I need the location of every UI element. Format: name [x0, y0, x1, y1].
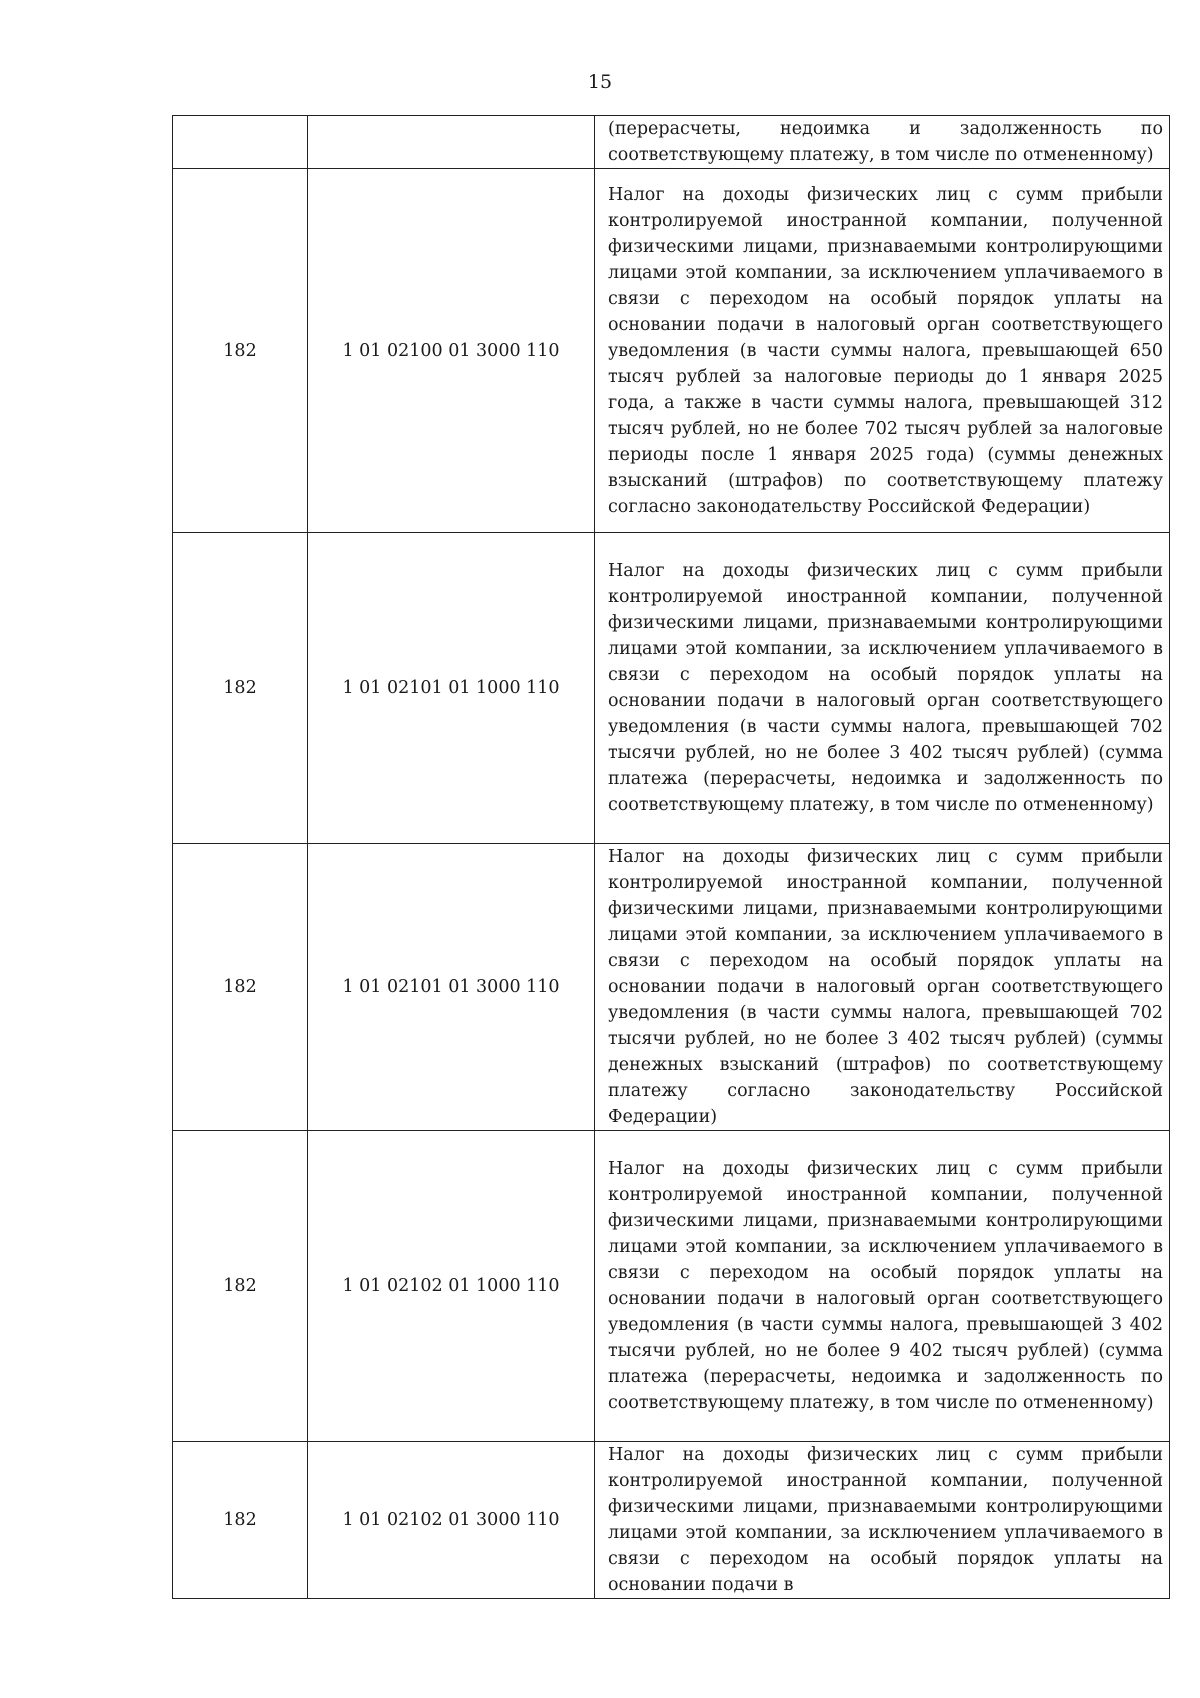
admin-code-cell: 182 — [173, 533, 308, 844]
budget-code-cell: 1 01 02100 01 3000 110 — [308, 169, 595, 533]
description-cell: Налог на доходы физических лиц с сумм прибыли контролируемой иностранной компании, полученной физическими лицами, признаваемыми контролирующими лицами этой компании, за исключением уплачиваемого в связи с переходом на особый порядок уплаты на основании подачи в налоговый орган соответствующего уведомления (в части суммы налога, превышающей 702 тысячи рублей, но не более 3 402 тысяч рублей) (суммы денежных взысканий (штрафов) по соответствующему платежу согласно законодательству Российской Федерации) — [595, 844, 1170, 1131]
table-row — [173, 169, 1170, 533]
budget-code-cell: 1 01 02101 01 3000 110 — [308, 844, 595, 1131]
description-cell: Налог на доходы физических лиц с сумм прибыли контролируемой иностранной компании, полученной физическими лицами, признаваемыми контролирующими лицами этой компании, за исключением уплачиваемого в связи с переходом на особый порядок уплаты на основании подачи в налоговый орган соответствующего уведомления (в части суммы налога, превышающей 702 тысячи рублей, но не более 3 402 тысяч рублей) (сумма платежа (перерасчеты, недоимка и задолженность по соответствующему платежу, в том числе по отмененному) — [595, 533, 1170, 844]
budget-code-cell: 1 01 02102 01 1000 110 — [308, 1131, 595, 1442]
budget-code-cell: 1 01 02102 01 3000 110 — [308, 1442, 595, 1599]
admin-code-cell: 182 — [173, 1131, 308, 1442]
admin-code-cell: 182 — [173, 844, 308, 1131]
table-row — [173, 1131, 1170, 1442]
admin-code-cell: 182 — [173, 169, 308, 533]
budget-codes-table — [172, 115, 1170, 1599]
page-number: 15 — [587, 71, 613, 93]
admin-code-cell — [173, 116, 308, 169]
budget-code-cell — [308, 116, 595, 169]
description-cell: Налог на доходы физических лиц с сумм прибыли контролируемой иностранной компании, полученной физическими лицами, признаваемыми контролирующими лицами этой компании, за исключением уплачиваемого в связи с переходом на особый порядок уплаты на основании подачи в — [595, 1442, 1170, 1599]
table-row — [173, 844, 1170, 1131]
description-cell: Налог на доходы физических лиц с сумм прибыли контролируемой иностранной компании, полученной физическими лицами, признаваемыми контролирующими лицами этой компании, за исключением уплачиваемого в связи с переходом на особый порядок уплаты на основании подачи в налоговый орган соответствующего уведомления (в части суммы налога, превышающей 650 тысяч рублей за налоговые периоды до 1 января 2025 года, а также в части суммы налога, превышающей 312 тысяч рублей, но не более 702 тысяч рублей за налоговые периоды после 1 января 2025 года) (суммы денежных взысканий (штрафов) по соответствующему платежу согласно законодательству Российской Федерации) — [595, 169, 1170, 533]
description-cell: Налог на доходы физических лиц с сумм прибыли контролируемой иностранной компании, полученной физическими лицами, признаваемыми контролирующими лицами этой компании, за исключением уплачиваемого в связи с переходом на особый порядок уплаты на основании подачи в налоговый орган соответствующего уведомления (в части суммы налога, превышающей 3 402 тысячи рублей, но не более 9 402 тысяч рублей) (сумма платежа (перерасчеты, недоимка и задолженность по соответствующему платежу, в том числе по отмененному) — [595, 1131, 1170, 1442]
admin-code-cell: 182 — [173, 1442, 308, 1599]
budget-code-cell: 1 01 02101 01 1000 110 — [308, 533, 595, 844]
table-row — [173, 1442, 1170, 1599]
table-row — [173, 533, 1170, 844]
table-row — [173, 116, 1170, 169]
description-cell: (перерасчеты, недоимка и задолженность по соответствующему платежу, в том числе по отмененному) — [595, 116, 1170, 169]
